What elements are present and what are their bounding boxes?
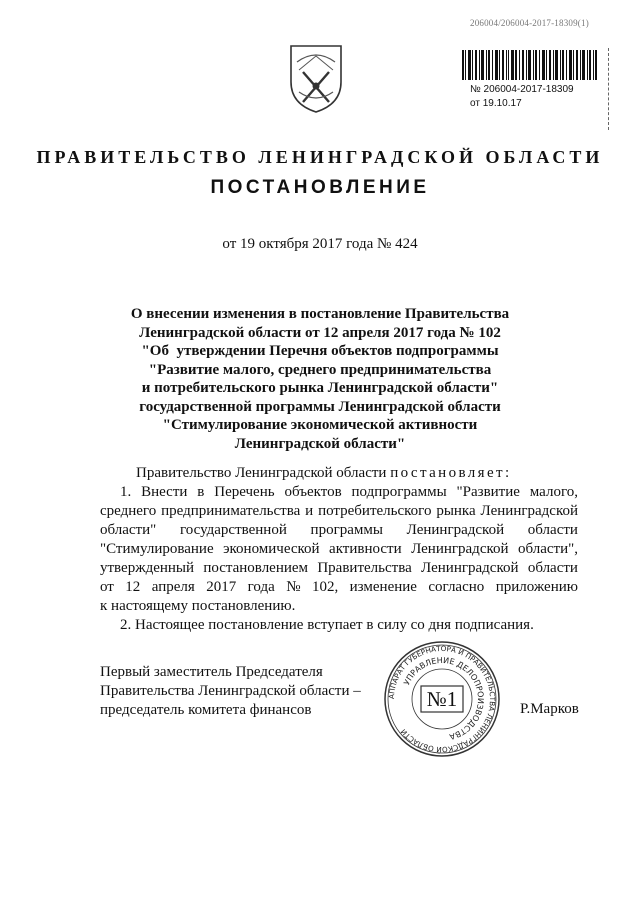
- word: №: [286, 579, 301, 595]
- item1-line: [100, 483, 578, 502]
- word: Ленинградской: [406, 522, 505, 538]
- word: постановлением: [203, 560, 309, 576]
- item2: 2. Настоящее постановление вступает в силу со дня подписания.: [120, 617, 534, 633]
- subject-line: "Об утверждении Перечня объектов подпрограммы: [141, 343, 499, 359]
- item1-line: [100, 521, 578, 540]
- preamble-text: Правительство Ленинградской области: [136, 465, 387, 481]
- registration-date: от 19.10.17: [470, 98, 522, 109]
- word: Ленинградской: [421, 560, 519, 576]
- word: 2017: [206, 579, 237, 595]
- word: среднего: [100, 503, 157, 519]
- word: государственной: [179, 522, 287, 538]
- subject-line: О внесении изменения в постановление Правительства: [130, 306, 510, 322]
- word: малого,: [529, 484, 578, 500]
- word: предпринимательства: [161, 503, 301, 519]
- official-stamp: [383, 640, 501, 758]
- item1-line: [100, 540, 578, 559]
- item1-line: [100, 559, 578, 578]
- margin-marker: [608, 48, 612, 130]
- coat-of-arms-emblem: [285, 42, 347, 114]
- word: апреля: [151, 579, 195, 595]
- signatory-position: [100, 663, 361, 720]
- signatory-line: Правительства Ленинградской области –: [100, 683, 361, 699]
- word: года: [247, 579, 275, 595]
- word: области: [527, 522, 578, 538]
- word: области",: [517, 541, 578, 557]
- word: активности: [329, 541, 402, 557]
- word: "Развитие: [456, 484, 520, 500]
- word: приложению: [495, 579, 578, 595]
- preamble-verb: постановляет:: [390, 465, 512, 481]
- signatory-name: Р.Марков: [520, 701, 579, 717]
- preamble: [100, 464, 578, 483]
- item1-line: [100, 502, 578, 521]
- word: подпрограммы: [351, 484, 447, 500]
- barcode: [462, 50, 597, 80]
- decree-date-number: от 19 октября 2017 года № 424: [222, 236, 418, 252]
- word: области: [527, 560, 578, 576]
- word: Правительства: [317, 560, 412, 576]
- word: 1.: [120, 484, 132, 500]
- document-type: ПОСТАНОВЛЕНИЕ: [210, 177, 430, 198]
- subject-line: Ленинградской области": [234, 435, 406, 452]
- word: потребительского: [318, 503, 432, 519]
- word: 12: [125, 579, 141, 595]
- subject-line: и потребительского рынка Ленинградской области": [141, 380, 499, 396]
- stamp-ring-text: АППАРАТ ГУБЕРНАТОРА И ПРАВИТЕЛЬСТВА ЛЕНИНГРАДСКОЙ ОБЛАСТИ: [386, 643, 498, 755]
- word: согласно: [428, 579, 485, 595]
- word: "Стимулирование: [100, 541, 214, 557]
- item1-line: [100, 578, 578, 597]
- decree-subject: [110, 305, 530, 453]
- stamp-inner-text: УПРАВЛЕНИЕ ДЕЛОПРОИЗВОДСТВА: [402, 655, 486, 742]
- government-name: ПРАВИТЕЛЬСТВО ЛЕНИНГРАДСКОЙ ОБЛАСТИ: [36, 147, 604, 167]
- subject-line: "Стимулирование экономической активности: [162, 417, 478, 433]
- word: Ленинградской: [411, 541, 509, 557]
- word: утвержденный: [100, 560, 195, 576]
- word: и: [305, 503, 314, 519]
- word: Ленинградской: [480, 503, 578, 519]
- word: области": [100, 522, 157, 538]
- decree-body: [100, 464, 578, 635]
- word: рынка: [436, 503, 476, 519]
- signatory-line: председатель комитета финансов: [100, 702, 312, 718]
- word: экономической: [223, 541, 320, 557]
- word: Перечень: [214, 484, 275, 500]
- subject-line: "Развитие малого, среднего предпринимательства: [148, 361, 492, 378]
- signatory-line: Первый заместитель Председателя: [100, 664, 323, 680]
- registration-number: № 206004-2017-18309: [470, 84, 574, 95]
- word: в: [197, 484, 205, 500]
- word: программы: [310, 522, 383, 538]
- subject-line: Ленинградской области от 12 апреля 2017 года № 102: [139, 324, 501, 341]
- document-reference: 206004/206004-2017-18309(1): [470, 18, 589, 28]
- word: объектов: [284, 484, 342, 500]
- word: изменение: [349, 579, 417, 595]
- word: Внести: [141, 484, 188, 500]
- word: 102,: [311, 579, 339, 595]
- subject-line: государственной программы Ленинградской области: [139, 398, 501, 415]
- item1-line: к настоящему постановлению.: [100, 598, 296, 614]
- word: от: [100, 579, 114, 595]
- stamp-number: №1: [426, 687, 458, 711]
